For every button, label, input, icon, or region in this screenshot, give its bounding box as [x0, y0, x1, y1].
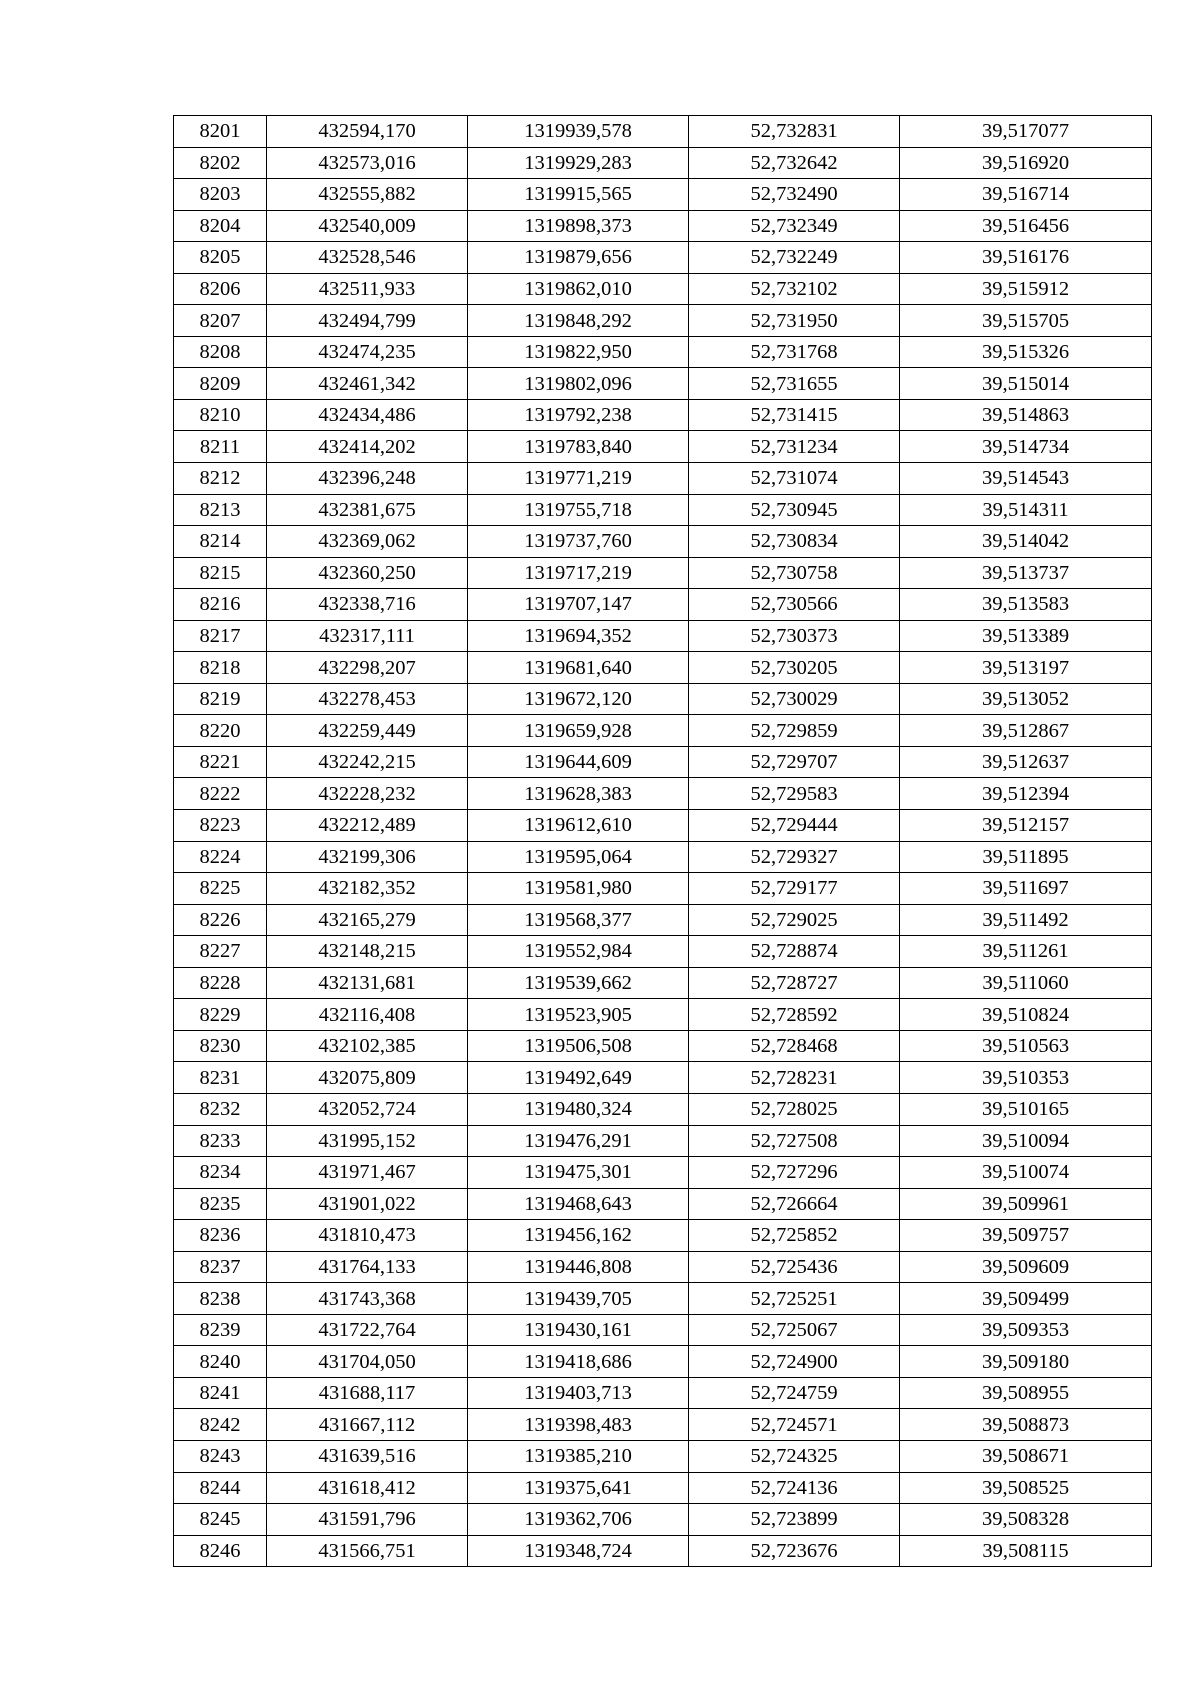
x-coordinate-cell: 432494,799: [267, 305, 468, 337]
longitude-cell: 39,512157: [900, 810, 1152, 842]
x-coordinate-cell: 432474,235: [267, 336, 468, 368]
table-row: [174, 305, 1152, 337]
table-row: [174, 746, 1152, 778]
longitude-cell: 39,510563: [900, 1030, 1152, 1062]
y-coordinate-cell: 1319848,292: [468, 305, 689, 337]
table-row: [174, 1062, 1152, 1094]
x-coordinate-cell: 432338,716: [267, 589, 468, 621]
longitude-cell: 39,509180: [900, 1346, 1152, 1378]
table-row: [174, 841, 1152, 873]
latitude-cell: 52,729859: [689, 715, 900, 747]
x-coordinate-cell: 432540,009: [267, 210, 468, 242]
x-coordinate-cell: 432116,408: [267, 999, 468, 1031]
point-number-cell: 8236: [174, 1220, 267, 1252]
x-coordinate-cell: 431722,764: [267, 1314, 468, 1346]
point-number-cell: 8223: [174, 810, 267, 842]
table-row: [174, 967, 1152, 999]
table-row: [174, 336, 1152, 368]
table-row: [174, 1030, 1152, 1062]
longitude-cell: 39,509757: [900, 1220, 1152, 1252]
latitude-cell: 52,729327: [689, 841, 900, 873]
table-row: [174, 1504, 1152, 1536]
latitude-cell: 52,730566: [689, 589, 900, 621]
point-number-cell: 8228: [174, 967, 267, 999]
point-number-cell: 8212: [174, 463, 267, 495]
point-number-cell: 8221: [174, 746, 267, 778]
y-coordinate-cell: 1319672,120: [468, 683, 689, 715]
y-coordinate-cell: 1319755,718: [468, 494, 689, 526]
longitude-cell: 39,514042: [900, 526, 1152, 558]
latitude-cell: 52,728231: [689, 1062, 900, 1094]
x-coordinate-cell: 432317,111: [267, 620, 468, 652]
longitude-cell: 39,514311: [900, 494, 1152, 526]
point-number-cell: 8214: [174, 526, 267, 558]
longitude-cell: 39,508328: [900, 1504, 1152, 1536]
point-number-cell: 8222: [174, 778, 267, 810]
y-coordinate-cell: 1319771,219: [468, 463, 689, 495]
table-row: [174, 431, 1152, 463]
y-coordinate-cell: 1319707,147: [468, 589, 689, 621]
y-coordinate-cell: 1319362,706: [468, 1504, 689, 1536]
point-number-cell: 8211: [174, 431, 267, 463]
table-row: [174, 683, 1152, 715]
latitude-cell: 52,729177: [689, 873, 900, 905]
table-row: [174, 810, 1152, 842]
x-coordinate-cell: 431688,117: [267, 1377, 468, 1409]
point-number-cell: 8213: [174, 494, 267, 526]
x-coordinate-cell: 432212,489: [267, 810, 468, 842]
longitude-cell: 39,508115: [900, 1535, 1152, 1567]
y-coordinate-cell: 1319862,010: [468, 273, 689, 305]
longitude-cell: 39,515014: [900, 368, 1152, 400]
point-number-cell: 8218: [174, 652, 267, 684]
latitude-cell: 52,725067: [689, 1314, 900, 1346]
longitude-cell: 39,515912: [900, 273, 1152, 305]
latitude-cell: 52,730205: [689, 652, 900, 684]
latitude-cell: 52,728874: [689, 936, 900, 968]
y-coordinate-cell: 1319418,686: [468, 1346, 689, 1378]
table-row: [174, 1251, 1152, 1283]
x-coordinate-cell: 431971,467: [267, 1157, 468, 1189]
point-number-cell: 8210: [174, 399, 267, 431]
x-coordinate-cell: 431704,050: [267, 1346, 468, 1378]
table-row: [174, 589, 1152, 621]
x-coordinate-cell: 432165,279: [267, 904, 468, 936]
longitude-cell: 39,517077: [900, 116, 1152, 148]
x-coordinate-cell: 431591,796: [267, 1504, 468, 1536]
point-number-cell: 8231: [174, 1062, 267, 1094]
latitude-cell: 52,729707: [689, 746, 900, 778]
latitude-cell: 52,732831: [689, 116, 900, 148]
table-row: [174, 1440, 1152, 1472]
longitude-cell: 39,511261: [900, 936, 1152, 968]
y-coordinate-cell: 1319348,724: [468, 1535, 689, 1567]
latitude-cell: 52,723676: [689, 1535, 900, 1567]
latitude-cell: 52,731234: [689, 431, 900, 463]
x-coordinate-cell: 432594,170: [267, 116, 468, 148]
x-coordinate-cell: 432148,215: [267, 936, 468, 968]
y-coordinate-cell: 1319403,713: [468, 1377, 689, 1409]
y-coordinate-cell: 1319822,950: [468, 336, 689, 368]
y-coordinate-cell: 1319480,324: [468, 1093, 689, 1125]
y-coordinate-cell: 1319644,609: [468, 746, 689, 778]
y-coordinate-cell: 1319430,161: [468, 1314, 689, 1346]
point-number-cell: 8232: [174, 1093, 267, 1125]
point-number-cell: 8208: [174, 336, 267, 368]
point-number-cell: 8209: [174, 368, 267, 400]
y-coordinate-cell: 1319439,705: [468, 1283, 689, 1315]
x-coordinate-cell: 432278,453: [267, 683, 468, 715]
x-coordinate-cell: 432511,933: [267, 273, 468, 305]
latitude-cell: 52,724900: [689, 1346, 900, 1378]
longitude-cell: 39,508525: [900, 1472, 1152, 1504]
table-row: [174, 778, 1152, 810]
latitude-cell: 52,731074: [689, 463, 900, 495]
y-coordinate-cell: 1319737,760: [468, 526, 689, 558]
y-coordinate-cell: 1319898,373: [468, 210, 689, 242]
longitude-cell: 39,509609: [900, 1251, 1152, 1283]
longitude-cell: 39,513389: [900, 620, 1152, 652]
x-coordinate-cell: 432298,207: [267, 652, 468, 684]
longitude-cell: 39,516456: [900, 210, 1152, 242]
point-number-cell: 8207: [174, 305, 267, 337]
latitude-cell: 52,728592: [689, 999, 900, 1031]
point-number-cell: 8202: [174, 147, 267, 179]
table-row: [174, 242, 1152, 274]
x-coordinate-cell: 432131,681: [267, 967, 468, 999]
longitude-cell: 39,513737: [900, 557, 1152, 589]
table-row: [174, 904, 1152, 936]
y-coordinate-cell: 1319681,640: [468, 652, 689, 684]
point-number-cell: 8215: [174, 557, 267, 589]
longitude-cell: 39,514734: [900, 431, 1152, 463]
latitude-cell: 52,731950: [689, 305, 900, 337]
longitude-cell: 39,509961: [900, 1188, 1152, 1220]
x-coordinate-cell: 432414,202: [267, 431, 468, 463]
table-row: [174, 620, 1152, 652]
table-row: [174, 494, 1152, 526]
y-coordinate-cell: 1319915,565: [468, 179, 689, 211]
table-row: [174, 116, 1152, 148]
latitude-cell: 52,728025: [689, 1093, 900, 1125]
y-coordinate-cell: 1319717,219: [468, 557, 689, 589]
latitude-cell: 52,725436: [689, 1251, 900, 1283]
latitude-cell: 52,732490: [689, 179, 900, 211]
x-coordinate-cell: 432528,546: [267, 242, 468, 274]
point-number-cell: 8234: [174, 1157, 267, 1189]
latitude-cell: 52,729444: [689, 810, 900, 842]
y-coordinate-cell: 1319939,578: [468, 116, 689, 148]
y-coordinate-cell: 1319628,383: [468, 778, 689, 810]
latitude-cell: 52,732102: [689, 273, 900, 305]
point-number-cell: 8229: [174, 999, 267, 1031]
table-row: [174, 399, 1152, 431]
x-coordinate-cell: 432242,215: [267, 746, 468, 778]
latitude-cell: 52,725251: [689, 1283, 900, 1315]
x-coordinate-cell: 432182,352: [267, 873, 468, 905]
x-coordinate-cell: 432259,449: [267, 715, 468, 747]
point-number-cell: 8246: [174, 1535, 267, 1567]
x-coordinate-cell: 431639,516: [267, 1440, 468, 1472]
y-coordinate-cell: 1319581,980: [468, 873, 689, 905]
longitude-cell: 39,516920: [900, 147, 1152, 179]
table-row: [174, 557, 1152, 589]
y-coordinate-cell: 1319659,928: [468, 715, 689, 747]
longitude-cell: 39,510074: [900, 1157, 1152, 1189]
latitude-cell: 52,730029: [689, 683, 900, 715]
latitude-cell: 52,730758: [689, 557, 900, 589]
x-coordinate-cell: 432396,248: [267, 463, 468, 495]
longitude-cell: 39,510824: [900, 999, 1152, 1031]
latitude-cell: 52,727508: [689, 1125, 900, 1157]
point-number-cell: 8220: [174, 715, 267, 747]
point-number-cell: 8241: [174, 1377, 267, 1409]
x-coordinate-cell: 432052,724: [267, 1093, 468, 1125]
longitude-cell: 39,515326: [900, 336, 1152, 368]
coordinates-table-body: [174, 116, 1152, 1567]
longitude-cell: 39,513197: [900, 652, 1152, 684]
coordinates-table: [173, 115, 1152, 1567]
y-coordinate-cell: 1319783,840: [468, 431, 689, 463]
latitude-cell: 52,724136: [689, 1472, 900, 1504]
latitude-cell: 52,729025: [689, 904, 900, 936]
y-coordinate-cell: 1319694,352: [468, 620, 689, 652]
point-number-cell: 8237: [174, 1251, 267, 1283]
latitude-cell: 52,726664: [689, 1188, 900, 1220]
x-coordinate-cell: 432199,306: [267, 841, 468, 873]
latitude-cell: 52,732642: [689, 147, 900, 179]
y-coordinate-cell: 1319446,808: [468, 1251, 689, 1283]
point-number-cell: 8203: [174, 179, 267, 211]
longitude-cell: 39,511060: [900, 967, 1152, 999]
latitude-cell: 52,731415: [689, 399, 900, 431]
x-coordinate-cell: 431566,751: [267, 1535, 468, 1567]
longitude-cell: 39,510165: [900, 1093, 1152, 1125]
latitude-cell: 52,727296: [689, 1157, 900, 1189]
y-coordinate-cell: 1319929,283: [468, 147, 689, 179]
longitude-cell: 39,511895: [900, 841, 1152, 873]
table-row: [174, 147, 1152, 179]
x-coordinate-cell: 432555,882: [267, 179, 468, 211]
table-row: [174, 1472, 1152, 1504]
longitude-cell: 39,510094: [900, 1125, 1152, 1157]
table-row: [174, 1314, 1152, 1346]
latitude-cell: 52,724571: [689, 1409, 900, 1441]
longitude-cell: 39,514863: [900, 399, 1152, 431]
longitude-cell: 39,508873: [900, 1409, 1152, 1441]
point-number-cell: 8206: [174, 273, 267, 305]
y-coordinate-cell: 1319879,656: [468, 242, 689, 274]
longitude-cell: 39,510353: [900, 1062, 1152, 1094]
latitude-cell: 52,730834: [689, 526, 900, 558]
point-number-cell: 8245: [174, 1504, 267, 1536]
y-coordinate-cell: 1319802,096: [468, 368, 689, 400]
table-row: [174, 210, 1152, 242]
point-number-cell: 8205: [174, 242, 267, 274]
x-coordinate-cell: 431743,368: [267, 1283, 468, 1315]
table-row: [174, 1125, 1152, 1157]
latitude-cell: 52,730373: [689, 620, 900, 652]
point-number-cell: 8226: [174, 904, 267, 936]
x-coordinate-cell: 432434,486: [267, 399, 468, 431]
x-coordinate-cell: 431901,022: [267, 1188, 468, 1220]
latitude-cell: 52,723899: [689, 1504, 900, 1536]
latitude-cell: 52,732249: [689, 242, 900, 274]
y-coordinate-cell: 1319523,905: [468, 999, 689, 1031]
point-number-cell: 8225: [174, 873, 267, 905]
y-coordinate-cell: 1319456,162: [468, 1220, 689, 1252]
table-row: [174, 873, 1152, 905]
y-coordinate-cell: 1319552,984: [468, 936, 689, 968]
latitude-cell: 52,728468: [689, 1030, 900, 1062]
x-coordinate-cell: 432075,809: [267, 1062, 468, 1094]
y-coordinate-cell: 1319506,508: [468, 1030, 689, 1062]
point-number-cell: 8243: [174, 1440, 267, 1472]
table-row: [174, 936, 1152, 968]
longitude-cell: 39,511492: [900, 904, 1152, 936]
table-row: [174, 1157, 1152, 1189]
y-coordinate-cell: 1319468,643: [468, 1188, 689, 1220]
point-number-cell: 8224: [174, 841, 267, 873]
x-coordinate-cell: 432573,016: [267, 147, 468, 179]
latitude-cell: 52,731655: [689, 368, 900, 400]
table-row: [174, 526, 1152, 558]
point-number-cell: 8230: [174, 1030, 267, 1062]
x-coordinate-cell: 432381,675: [267, 494, 468, 526]
latitude-cell: 52,729583: [689, 778, 900, 810]
point-number-cell: 8204: [174, 210, 267, 242]
longitude-cell: 39,509353: [900, 1314, 1152, 1346]
longitude-cell: 39,515705: [900, 305, 1152, 337]
table-row: [174, 1093, 1152, 1125]
y-coordinate-cell: 1319375,641: [468, 1472, 689, 1504]
table-row: [174, 368, 1152, 400]
y-coordinate-cell: 1319492,649: [468, 1062, 689, 1094]
x-coordinate-cell: 431667,112: [267, 1409, 468, 1441]
longitude-cell: 39,513583: [900, 589, 1152, 621]
longitude-cell: 39,508671: [900, 1440, 1152, 1472]
table-row: [174, 463, 1152, 495]
table-row: [174, 1220, 1152, 1252]
point-number-cell: 8217: [174, 620, 267, 652]
point-number-cell: 8242: [174, 1409, 267, 1441]
point-number-cell: 8239: [174, 1314, 267, 1346]
y-coordinate-cell: 1319398,483: [468, 1409, 689, 1441]
table-row: [174, 715, 1152, 747]
table-row: [174, 273, 1152, 305]
point-number-cell: 8201: [174, 116, 267, 148]
table-row: [174, 1188, 1152, 1220]
x-coordinate-cell: 431618,412: [267, 1472, 468, 1504]
longitude-cell: 39,512867: [900, 715, 1152, 747]
point-number-cell: 8227: [174, 936, 267, 968]
y-coordinate-cell: 1319476,291: [468, 1125, 689, 1157]
point-number-cell: 8216: [174, 589, 267, 621]
longitude-cell: 39,512637: [900, 746, 1152, 778]
x-coordinate-cell: 432369,062: [267, 526, 468, 558]
y-coordinate-cell: 1319595,064: [468, 841, 689, 873]
y-coordinate-cell: 1319475,301: [468, 1157, 689, 1189]
x-coordinate-cell: 431995,152: [267, 1125, 468, 1157]
longitude-cell: 39,514543: [900, 463, 1152, 495]
latitude-cell: 52,728727: [689, 967, 900, 999]
longitude-cell: 39,509499: [900, 1283, 1152, 1315]
y-coordinate-cell: 1319792,238: [468, 399, 689, 431]
point-number-cell: 8219: [174, 683, 267, 715]
table-row: [174, 1535, 1152, 1567]
x-coordinate-cell: 432461,342: [267, 368, 468, 400]
table-row: [174, 999, 1152, 1031]
x-coordinate-cell: 431764,133: [267, 1251, 468, 1283]
point-number-cell: 8244: [174, 1472, 267, 1504]
point-number-cell: 8240: [174, 1346, 267, 1378]
table-row: [174, 1346, 1152, 1378]
point-number-cell: 8235: [174, 1188, 267, 1220]
table-row: [174, 1377, 1152, 1409]
table-row: [174, 179, 1152, 211]
y-coordinate-cell: 1319612,610: [468, 810, 689, 842]
longitude-cell: 39,508955: [900, 1377, 1152, 1409]
point-number-cell: 8233: [174, 1125, 267, 1157]
latitude-cell: 52,730945: [689, 494, 900, 526]
table-row: [174, 652, 1152, 684]
longitude-cell: 39,516714: [900, 179, 1152, 211]
x-coordinate-cell: 432228,232: [267, 778, 468, 810]
longitude-cell: 39,511697: [900, 873, 1152, 905]
longitude-cell: 39,516176: [900, 242, 1152, 274]
latitude-cell: 52,725852: [689, 1220, 900, 1252]
y-coordinate-cell: 1319539,662: [468, 967, 689, 999]
latitude-cell: 52,731768: [689, 336, 900, 368]
longitude-cell: 39,512394: [900, 778, 1152, 810]
table-row: [174, 1283, 1152, 1315]
latitude-cell: 52,724759: [689, 1377, 900, 1409]
latitude-cell: 52,732349: [689, 210, 900, 242]
point-number-cell: 8238: [174, 1283, 267, 1315]
y-coordinate-cell: 1319568,377: [468, 904, 689, 936]
x-coordinate-cell: 432102,385: [267, 1030, 468, 1062]
table-row: [174, 1409, 1152, 1441]
x-coordinate-cell: 432360,250: [267, 557, 468, 589]
x-coordinate-cell: 431810,473: [267, 1220, 468, 1252]
latitude-cell: 52,724325: [689, 1440, 900, 1472]
y-coordinate-cell: 1319385,210: [468, 1440, 689, 1472]
longitude-cell: 39,513052: [900, 683, 1152, 715]
